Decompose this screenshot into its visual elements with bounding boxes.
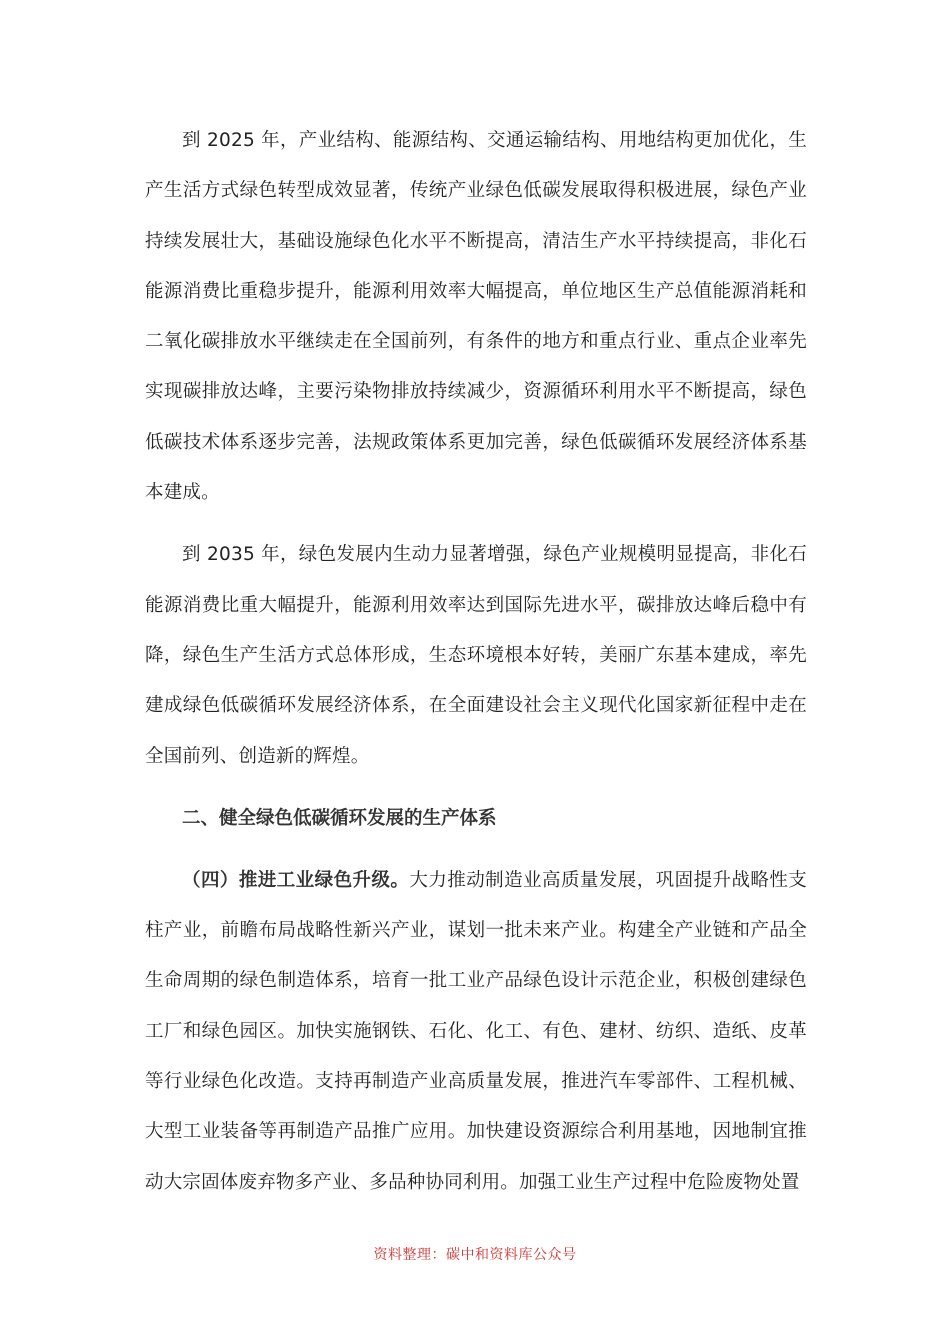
paragraph-lead-title: （四）推进工业绿色升级。 — [182, 869, 410, 891]
paragraph-body-text: 大力推动制造业高质量发展，巩固提升战略性支柱产业，前瞻布局战略性新兴产业，谋划一批未来产业。构建全产业链和产品全生命周期的绿色制造体系，培育一批工业产品绿色设计示范企业，积极创建绿色工厂和绿色园区。加快实施钢铁、石化、化工、有色、建材、纺织、造纸、皮革等行业绿色化改造。支持再制造产业高质量发展，推进汽车零部件、工程机械、大型工业装备等再制造产品推广应用。加快建设资源综合利用基地，因地制宜推动大宗固体废弃物多产业、多品种协同利用。加强工业生产过程中危险废物处置 — [145, 869, 808, 1193]
document-body — [145, 116, 807, 1208]
paragraph-2025-goals: 到 2025 年，产业结构、能源结构、交通运输结构、用地结构更加优化，生产生活方式绿色转型成效显著，传统产业绿色低碳发展取得积极进展，绿色产业持续发展壮大，基础设施绿色化水平不断提高，清洁生产水平持续提高，非化石能源消费比重稳步提升，能源利用效率大幅提高，单位地区生产总值能源消耗和二氧化碳排放水平继续走在全国前列，有条件的地方和重点行业、重点企业率先实现碳排放达峰，主要污染物排放持续减少，资源循环利用水平不断提高，绿色低碳技术体系逐步完善，法规政策体系更加完善，绿色低碳循环发展经济体系基本建成。 — [145, 130, 807, 504]
section-heading: 二、健全绿色低碳循环发展的生产体系 — [182, 807, 497, 829]
paragraph-industrial-upgrade — [145, 856, 807, 1208]
footer-source-note: 资料整理：碳中和资料库公众号 — [373, 1247, 577, 1263]
paragraph-2035-goals: 到 2035 年，绿色发展内生动力显著增强，绿色产业规模明显提高，非化石能源消费比重大幅提升，能源利用效率达到国际先进水平，碳排放达峰后稳中有降，绿色生产生活方式总体形成，生态环境根本好转，美丽广东基本建成，率先建成绿色低碳循环发展经济体系，在全面建设社会主义现代化国家新征程中走在全国前列、创造新的辉煌。 — [145, 544, 807, 767]
